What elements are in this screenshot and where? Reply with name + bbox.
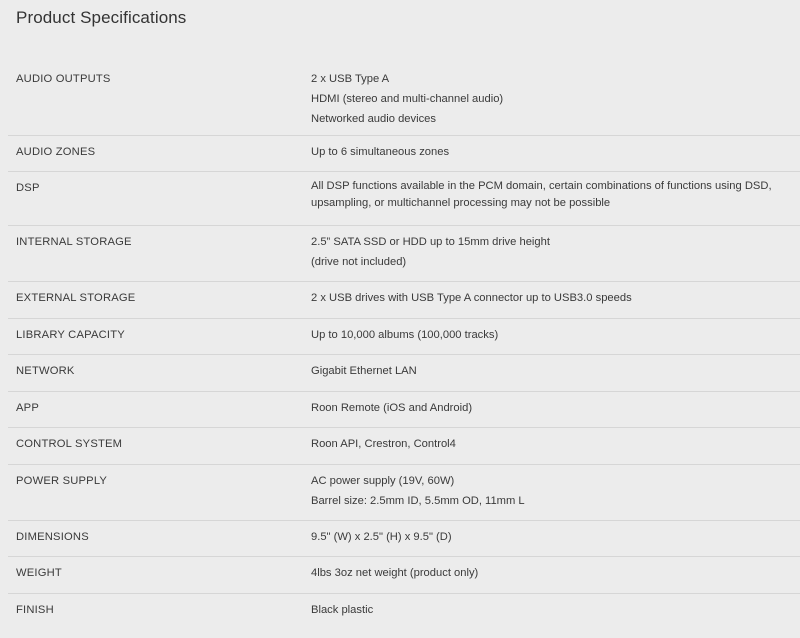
spec-value-line: 9.5" (W) x 2.5" (H) x 9.5" (D) — [311, 531, 452, 543]
spec-value-line: Networked audio devices — [311, 113, 436, 125]
spec-value — [311, 361, 800, 381]
spec-row-dsp — [8, 172, 800, 226]
spec-value-line: AC power supply (19V, 60W) — [311, 475, 455, 487]
spec-label: EXTERNAL STORAGE — [16, 292, 136, 304]
spec-value — [311, 232, 800, 272]
spec-value-line: Up to 10,000 albums (100,000 tracks) — [311, 329, 499, 341]
spec-value-line: Gigabit Ethernet LAN — [311, 365, 417, 377]
spec-row-dimensions — [8, 521, 800, 557]
spec-row-audio-zones — [8, 136, 800, 172]
spec-label: DSP — [16, 182, 40, 194]
spec-label: WEIGHT — [16, 567, 62, 579]
spec-label: FINISH — [16, 604, 54, 616]
spec-value — [311, 527, 800, 547]
spec-label: DIMENSIONS — [16, 531, 89, 543]
spec-value — [311, 69, 800, 129]
spec-value-line: All DSP functions available in the PCM domain, certain combinations of functions using DSD, upsampling, or multichannel processing may not be possible — [311, 180, 772, 209]
spec-label: AUDIO ZONES — [16, 146, 96, 158]
spec-label: CONTROL SYSTEM — [16, 438, 123, 450]
spec-value-line: Up to 6 simultaneous zones — [311, 146, 450, 158]
spec-label: LIBRARY CAPACITY — [16, 329, 125, 341]
spec-value-line: Roon API, Crestron, Control4 — [311, 438, 456, 450]
spec-row-audio-outputs — [8, 63, 800, 136]
spec-value — [311, 325, 800, 345]
spec-label: APP — [16, 402, 39, 414]
spec-row-app — [8, 392, 800, 428]
spec-row-weight — [8, 557, 800, 594]
spec-row-network — [8, 355, 800, 392]
spec-value-line: 2.5” SATA SSD or HDD up to 15mm drive height — [311, 236, 550, 248]
spec-value — [311, 288, 800, 308]
spec-label: AUDIO OUTPUTS — [16, 73, 111, 85]
spec-label: POWER SUPPLY — [16, 475, 108, 487]
spec-value-line: Barrel size: 2.5mm ID, 5.5mm OD, 11mm L — [311, 495, 525, 507]
spec-value — [311, 563, 800, 583]
spec-row-control-system — [8, 428, 800, 465]
spec-row-internal-storage — [8, 226, 800, 282]
spec-value — [311, 398, 800, 418]
spec-value — [311, 178, 800, 212]
spec-label: NETWORK — [16, 365, 75, 377]
spec-value — [311, 600, 800, 620]
spec-value-line: 2 x USB Type A — [311, 73, 390, 85]
spec-row-power-supply — [8, 465, 800, 521]
spec-value — [311, 434, 800, 454]
spec-value — [311, 471, 800, 511]
spec-label: INTERNAL STORAGE — [16, 236, 132, 248]
spec-row-library-capacity — [8, 319, 800, 355]
spec-value-line: 2 x USB drives with USB Type A connector up to USB3.0 speeds — [311, 292, 632, 304]
spec-value — [311, 142, 800, 162]
spec-value-line: HDMI (stereo and multi-channel audio) — [311, 93, 504, 105]
spec-value-line: Black plastic — [311, 604, 374, 616]
specifications-table — [8, 63, 800, 628]
page-title: Product Specifications — [16, 8, 187, 27]
spec-row-finish — [8, 594, 800, 628]
spec-value-line: Roon Remote (iOS and Android) — [311, 402, 473, 414]
spec-row-external-storage — [8, 282, 800, 319]
spec-value-line: 4lbs 3oz net weight (product only) — [311, 567, 479, 579]
spec-value-line: (drive not included) — [311, 256, 407, 268]
